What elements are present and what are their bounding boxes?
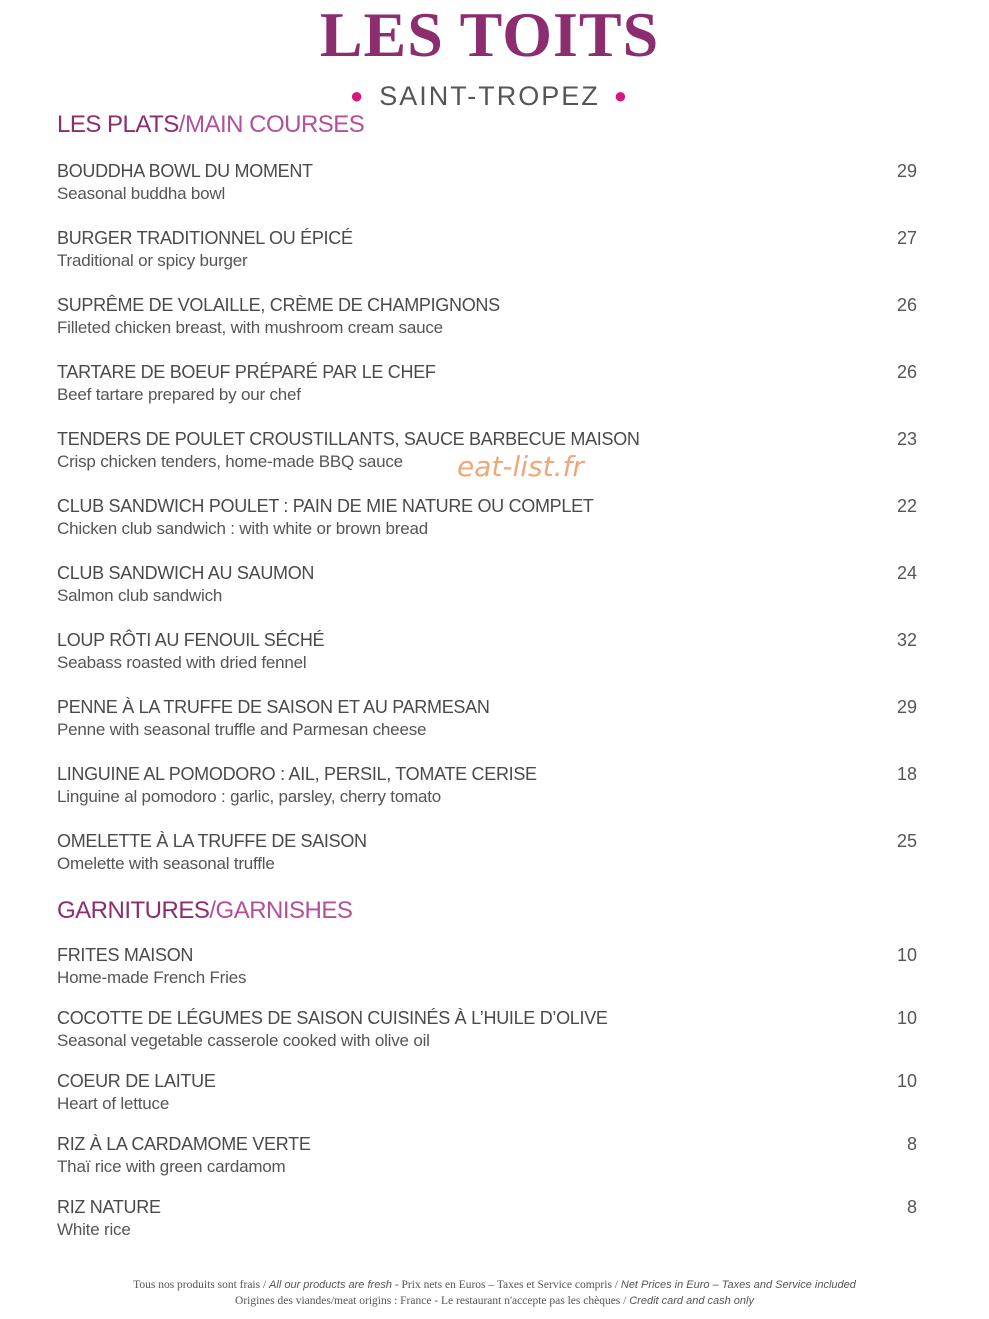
menu-item xyxy=(57,227,917,272)
item-price: 29 xyxy=(896,161,917,181)
item-description: Chicken club sandwich : with white or brown bread xyxy=(57,519,428,538)
item-price: 26 xyxy=(896,295,917,315)
item-description: Omelette with seasonal truffle xyxy=(57,854,275,873)
footer-text-italic: Credit card and cash only xyxy=(629,1295,754,1307)
item-name: CLUB SANDWICH POULET : PAIN DE MIE NATURE OU COMPLET xyxy=(57,496,594,516)
item-price: 10 xyxy=(896,1071,917,1091)
menu-item xyxy=(57,1133,917,1178)
item-description: Beef tartare prepared by our chef xyxy=(57,385,301,404)
item-description: White rice xyxy=(57,1220,131,1239)
item-description: Crisp chicken tenders, home-made BBQ sauce xyxy=(57,452,403,471)
footer-line-1 xyxy=(0,1277,989,1293)
item-price: 32 xyxy=(896,630,917,650)
item-name: RIZ À LA CARDAMOME VERTE xyxy=(57,1134,311,1154)
menu-item xyxy=(57,1196,917,1241)
item-name: TENDERS DE POULET CROUSTILLANTS, SAUCE BARBECUE MAISON xyxy=(57,429,640,449)
menu-item xyxy=(57,944,917,989)
item-description: Traditional or spicy burger xyxy=(57,251,248,270)
menu-item xyxy=(57,1007,917,1052)
item-price: 10 xyxy=(896,1008,917,1028)
item-description: Penne with seasonal truffle and Parmesan cheese xyxy=(57,720,427,739)
section-title-en: GARNISHES xyxy=(215,897,353,924)
item-description: Salmon club sandwich xyxy=(57,586,223,605)
section-title-fr: LES PLATS xyxy=(57,111,179,138)
menu-item xyxy=(57,1070,917,1115)
item-name: COCOTTE DE LÉGUMES DE SAISON CUISINÉS À L’HUILE D’OLIVE xyxy=(57,1008,608,1028)
item-name: LINGUINE AL POMODORO : AIL, PERSIL, TOMATE CERISE xyxy=(57,764,537,784)
item-name: RIZ NATURE xyxy=(57,1197,161,1217)
item-price: 8 xyxy=(906,1197,917,1217)
location-text: SAINT-TROPEZ xyxy=(379,81,600,111)
menu-item xyxy=(57,696,917,741)
item-name: OMELETTE À LA TRUFFE DE SAISON xyxy=(57,831,367,851)
footer-note xyxy=(0,1277,989,1309)
menu-item xyxy=(57,763,917,808)
item-description: Seasonal buddha bowl xyxy=(57,184,226,203)
item-name: TARTARE DE BOEUF PRÉPARÉ PAR LE CHEF xyxy=(57,362,436,382)
item-price: 23 xyxy=(896,429,917,449)
item-price: 10 xyxy=(896,945,917,965)
bullet-dot-icon: ● xyxy=(349,83,366,108)
item-price: 26 xyxy=(896,362,917,382)
section-title-fr: GARNITURES xyxy=(57,897,210,924)
footer-text-italic: All our products are fresh xyxy=(269,1279,392,1291)
item-price: 27 xyxy=(896,228,917,248)
item-name: FRITES MAISON xyxy=(57,945,194,965)
item-name: BURGER TRADITIONNEL OU ÉPICÉ xyxy=(57,228,353,248)
item-price: 29 xyxy=(896,697,917,717)
section-title-separator: / xyxy=(209,897,216,924)
item-description: Seasonal vegetable casserole cooked with olive oil xyxy=(57,1031,430,1050)
footer-line-2 xyxy=(0,1293,989,1309)
item-price: 24 xyxy=(896,563,917,583)
item-description: Thaï rice with green cardamom xyxy=(57,1157,286,1176)
item-name: LOUP RÔTI AU FENOUIL SÉCHÉ xyxy=(57,630,325,650)
menu-item xyxy=(57,361,917,406)
item-price: 22 xyxy=(896,496,917,516)
footer-text: Tous nos produits sont frais / xyxy=(133,1279,270,1291)
item-description: Linguine al pomodoro : garlic, parsley, cherry tomato xyxy=(57,787,442,806)
footer-text-italic: Net Prices in Euro – Taxes and Service included xyxy=(620,1279,856,1291)
item-name: PENNE À LA TRUFFE DE SAISON ET AU PARMESAN xyxy=(57,697,490,717)
item-price: 25 xyxy=(896,831,917,851)
section-title-separator: / xyxy=(178,111,185,138)
item-description: Heart of lettuce xyxy=(57,1094,170,1113)
item-description: Filleted chicken breast, with mushroom cream sauce xyxy=(57,318,443,337)
watermark: eat-list.fr xyxy=(457,450,584,483)
menu-item xyxy=(57,160,917,205)
item-description: Seabass roasted with dried fennel xyxy=(57,653,307,672)
menu-item xyxy=(57,294,917,339)
bullet-dot-icon: ● xyxy=(613,83,630,108)
item-name: BOUDDHA BOWL DU MOMENT xyxy=(57,161,313,181)
item-name: SUPRÊME DE VOLAILLE, CRÈME DE CHAMPIGNONS xyxy=(57,295,500,315)
menu-item xyxy=(57,562,917,607)
menu-item xyxy=(57,629,917,674)
section-title-garnishes xyxy=(57,897,352,925)
menu-item xyxy=(57,495,917,540)
footer-text: - Prix nets en Euros – Taxes et Service compris / xyxy=(391,1279,621,1291)
section-title-main-courses xyxy=(57,111,364,139)
menu-item xyxy=(57,830,917,875)
footer-text: Origines des viandes/meat origins : France - Le restaurant n'accepte pas les chèques / xyxy=(235,1295,630,1307)
restaurant-name: LES TOITS xyxy=(319,0,660,70)
item-name: COEUR DE LAITUE xyxy=(57,1071,216,1091)
item-description: Home-made French Fries xyxy=(57,968,247,987)
restaurant-location xyxy=(0,80,979,112)
section-title-en: MAIN COURSES xyxy=(184,111,365,138)
item-price: 18 xyxy=(896,764,917,784)
item-price: 8 xyxy=(906,1134,917,1154)
item-name: CLUB SANDWICH AU SAUMON xyxy=(57,563,315,583)
